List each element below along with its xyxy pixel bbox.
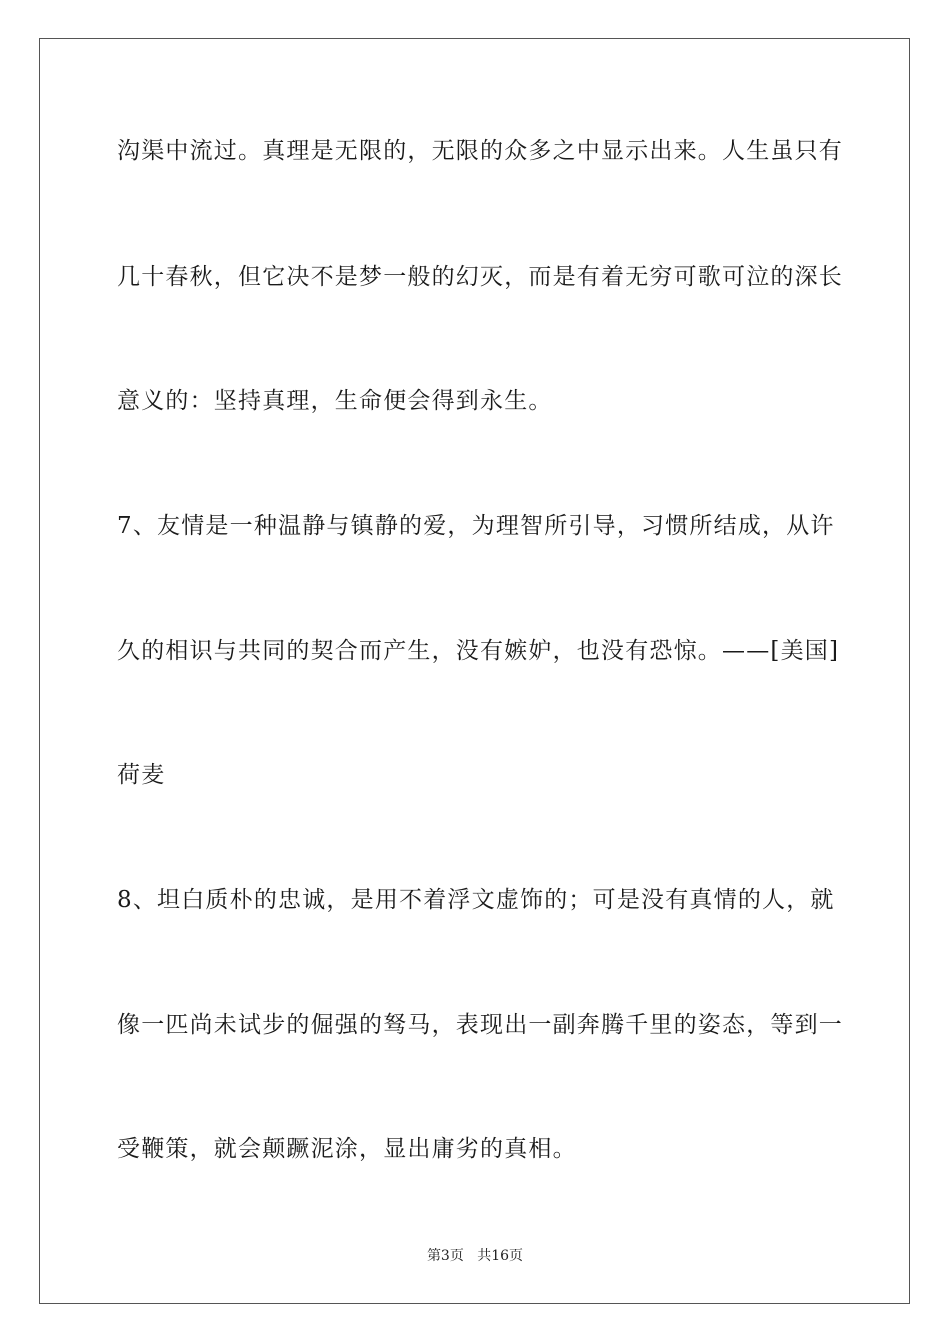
- page-footer: [0, 1246, 950, 1266]
- text-line-4: 7、友情是一种温静与镇静的爱，为理智所引导，习惯所结成，从许: [117, 513, 835, 539]
- page-number: 第3页: [426, 1248, 464, 1264]
- text-line-2: 几十春秋，但它决不是梦一般的幻灭，而是有着无穷可歌可泣的深长: [117, 264, 843, 290]
- text-line-6: 荷麦: [117, 762, 166, 788]
- text-line-8: 像一匹尚未试步的倔强的驽马，表现出一副奔腾千里的姿态，等到一: [117, 1012, 843, 1038]
- page-border: [39, 38, 910, 1304]
- text-line-9: 受鞭策，就会颠蹶泥涂，显出庸劣的真相。: [117, 1136, 577, 1162]
- text-line-1: 沟渠中流过。真理是无限的，无限的众多之中显示出来。人生虽只有: [117, 138, 843, 164]
- text-line-5: 久的相识与共同的契合而产生，没有嫉妒，也没有恐惊。——[美国]: [117, 638, 840, 664]
- text-line-7: 8、坦白质朴的忠诚，是用不着浮文虚饰的；可是没有真情的人，就: [117, 887, 835, 913]
- total-pages: 共16页: [477, 1248, 524, 1264]
- text-line-3: 意义的：坚持真理，生命便会得到永生。: [117, 388, 553, 414]
